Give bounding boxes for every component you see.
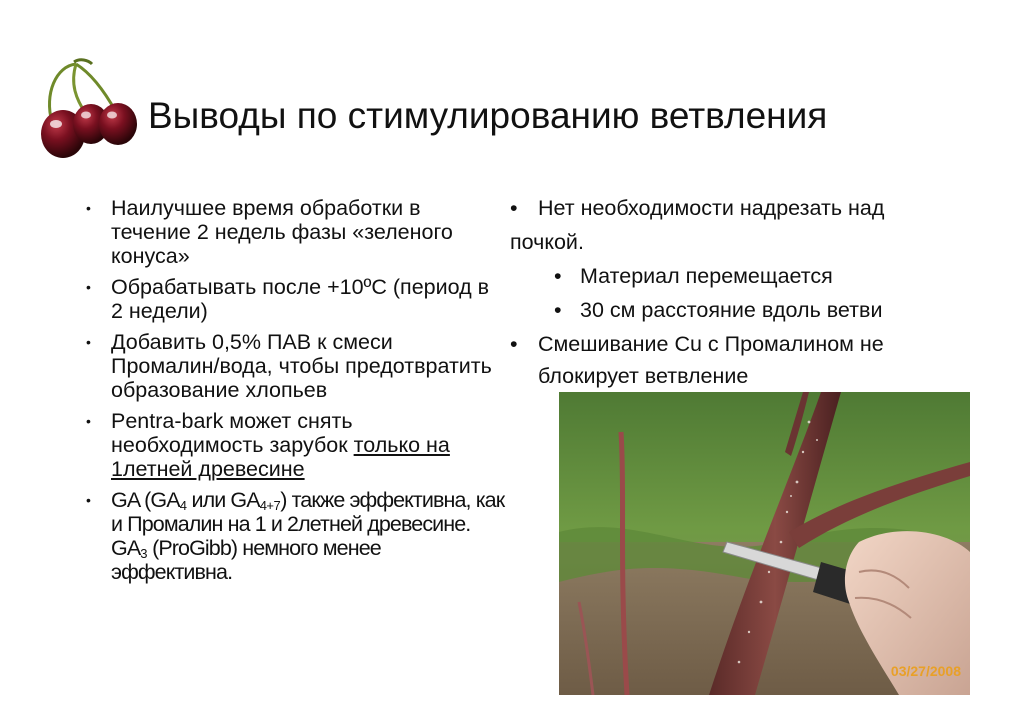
right-sub-item-1: Материал перемещается (580, 264, 833, 288)
list-item: • Добавить 0,5% ПАВ к смеси Промалин/вода, чтобы предотвратить образование хлопьев (86, 330, 492, 402)
right-line-5: блокирует ветвление (538, 364, 749, 388)
bullet-dot-icon: • (510, 332, 518, 356)
list-item: • Обрабатывать после +10ºС (период в 2 недели) (86, 275, 490, 323)
bullet-dot-icon: • (510, 196, 518, 220)
right-line-1: Нет необходимости надрезать над (538, 196, 885, 220)
list-item: • Pentra-bark может снять необходимость зарубок только на 1летней древесине (86, 409, 450, 481)
right-line-2: почкой. (510, 230, 584, 254)
right-line-4: Смешивание Cu с Промалином не (538, 332, 884, 356)
cherry-icon (36, 54, 142, 162)
bullet-dot-icon: • (86, 334, 91, 350)
right-sub-item-2: 30 см расстояние вдоль ветви (580, 298, 883, 322)
list-item: • GA ($GA_4$ или $GA_{4+7}$) также эффективна, как и Промалин на 1 и 2летней древесине. $GA_3$ (ProGibb) немного менее эффективна. (86, 488, 505, 584)
bullet-dot-icon: • (554, 298, 562, 322)
slide-title: Выводы по стимулированию ветвления (148, 95, 828, 136)
photo-tree-scoring (559, 392, 970, 695)
underlined-phrase: только на 1летней древесине (111, 433, 450, 481)
bullet-dot-icon: • (86, 279, 91, 295)
bullet-dot-icon: • (554, 264, 562, 288)
bullet-dot-icon: • (86, 492, 91, 508)
bullet-dot-icon: • (86, 200, 91, 216)
list-item: • Наилучшее время обработки в течение 2 недель фазы «зеленого конуса» (86, 196, 453, 268)
bullet-dot-icon: • (86, 413, 91, 429)
left-bullet-list (86, 196, 506, 591)
photo-date-stamp: 03/27/2008 (890, 663, 961, 679)
